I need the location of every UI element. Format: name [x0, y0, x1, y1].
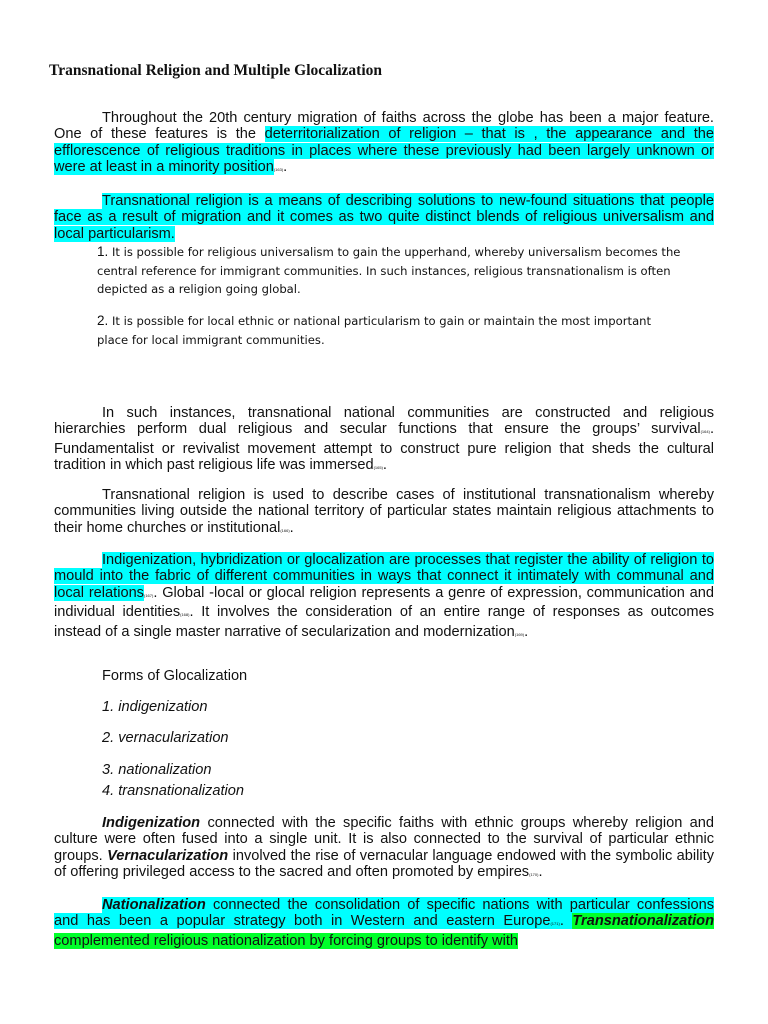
p6-text-b: involved the rise of vernacular language endowed with the symbolic ability of offering privileged access to the sacred and often promoted by empires — [54, 847, 714, 881]
p4-ref: (166) — [280, 527, 290, 533]
p2-highlight: Transnational religion is a means of describing solutions to new-found situations that people face as a result of migration and it comes as two quite distinct blends of religious universalism and local particularism. — [54, 193, 714, 242]
p6-ref: (170) — [529, 872, 539, 878]
p4-text: Transnational religion is used to describe cases of institutional transnationalism whereby communities living outside the national territory of particular states maintain religious attachments to their home churches or institutional — [54, 487, 714, 536]
p6-end: . — [538, 864, 543, 881]
p6-term-1: Indigenization — [102, 815, 201, 831]
forms-item-1: 1. indigenization — [102, 699, 208, 715]
p4-end: . — [289, 519, 294, 536]
paragraph-1 — [54, 110, 714, 179]
forms-heading: Forms of Glocalization — [102, 668, 248, 684]
paragraph-5 — [54, 552, 714, 643]
p5-text-b: . Global -local or glocal religion represents a genre of expression, communication and individual identities — [54, 584, 714, 621]
p3-ref-1: (164) — [700, 429, 710, 435]
p3-text-b: . Fundamentalist or revivalist movement attempt to construct pure religion that sheds the cultural tradition in which past religious life was immersed — [54, 421, 714, 474]
paragraph-4 — [54, 487, 714, 539]
list-item-1-text: It is possible for religious universalism to gain the upperhand, whereby universalism becomes the central reference for immigrant communities. In such instances, religious transnationalism is often depicted as a religion going global. — [97, 245, 681, 296]
p7-text-c: complemented religious nationalization by forcing groups to identify with — [54, 932, 519, 949]
paragraph-6 — [54, 815, 714, 884]
p5-text-c: . It involves the consideration of an entire range of responses as outcomes instead of a single master narrative of secularization and modernization — [54, 604, 714, 640]
list-item-1-number: 1. — [97, 244, 109, 259]
p5-ref-2: (168) — [180, 612, 190, 618]
p5-highlight: Indigenization, hybridization or glocalization are processes that register the ability of religion to mould into the fabric of different communities in ways that connect it intimately with communal and local relations — [54, 552, 714, 601]
paragraph-7 — [54, 897, 714, 949]
p7-text-a: connected the consolidation of specific nations with particular confessions and has been a popular strategy both in Western and eastern Europe — [54, 897, 714, 930]
p3-end: . — [382, 457, 387, 474]
list-item-2-number: 2. — [97, 313, 109, 328]
p6-text-a: connected with the specific faiths with ethnic groups whereby religion and culture were often fused into a single unit. It is also connected to the survival of particular ethnic groups. — [54, 815, 714, 864]
p1-highlight: deterritorialization of religion – that is , the appearance and the efflorescence of religious traditions in places where these previously had been largely unknown or were at least in a minority position — [54, 126, 715, 176]
paragraph-2 — [54, 193, 714, 242]
p7-text-b: . — [559, 913, 573, 930]
p6-term-2: Vernacularization — [107, 847, 229, 864]
p1-text: Throughout the 20th century migration of faiths across the globe has been a major feature. One of these features is the — [54, 110, 714, 143]
p3-text-a: In such instances, transnational national communities are constructed and religious hierarchies perform dual religious and secular functions that ensure the groups’ survival — [54, 405, 714, 438]
p7-term-1: Nationalization — [102, 897, 206, 913]
list-item-2 — [97, 312, 657, 349]
p5-end: . — [524, 623, 529, 640]
list-item-2-text: It is possible for local ethnic or national particularism to gain or maintain the most important place for local immigrant communities. — [97, 314, 652, 347]
document-title: Transnational Religion and Multiple Glocalization — [49, 62, 382, 79]
p7-term-2: Transnationalization — [572, 913, 715, 930]
p5-ref-3: (169) — [514, 631, 525, 637]
forms-item-2: 2. vernacularization — [102, 730, 229, 746]
paragraph-3 — [54, 405, 714, 477]
p1-ref: (163) — [273, 167, 284, 173]
p1-end: . — [283, 159, 288, 176]
list-item-1 — [97, 243, 687, 299]
forms-item-3: 3. nationalization — [102, 762, 212, 778]
p3-ref-2: (165) — [373, 465, 383, 471]
p5-ref-1: (167) — [143, 592, 154, 598]
p7-ref: (171) — [550, 921, 560, 927]
forms-item-4: 4. transnationalization — [102, 783, 244, 799]
